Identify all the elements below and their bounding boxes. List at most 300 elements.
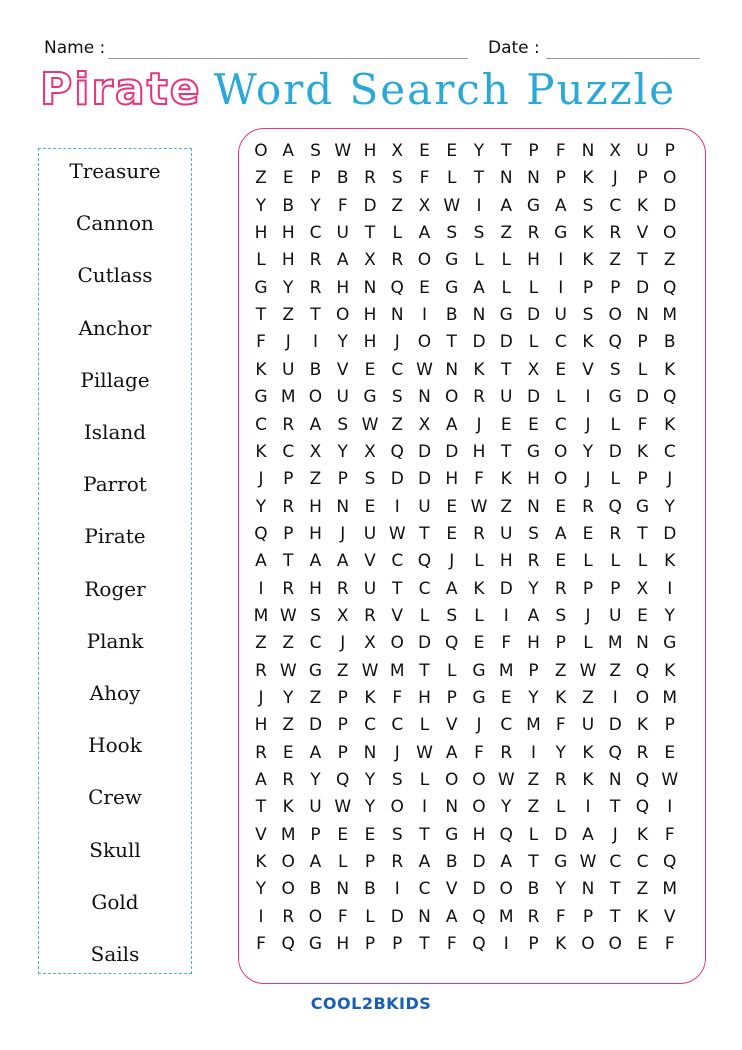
grid-letter[interactable]: J	[285, 332, 291, 353]
grid-letter[interactable]: Z	[336, 660, 349, 681]
grid-letter[interactable]: P	[637, 168, 648, 189]
grid-letter[interactable]: K	[664, 359, 676, 380]
grid-letter[interactable]: I	[258, 906, 264, 927]
grid-letter[interactable]: A	[500, 852, 513, 873]
grid-letter[interactable]: P	[337, 742, 348, 763]
grid-letter[interactable]: L	[419, 605, 430, 626]
grid-letter[interactable]: Z	[554, 660, 567, 681]
grid-letter[interactable]: K	[555, 688, 567, 708]
grid-letter[interactable]: J	[476, 715, 482, 736]
grid-letter[interactable]: P	[555, 633, 566, 654]
grid-letter[interactable]: E	[446, 496, 458, 517]
grid-letter[interactable]: Z	[500, 223, 513, 244]
grid-letter[interactable]: Y	[664, 605, 675, 626]
grid-letter[interactable]: K	[255, 852, 267, 873]
grid-letter[interactable]: F	[392, 688, 403, 708]
grid-letter[interactable]: N	[418, 906, 431, 927]
grid-letter[interactable]: Y	[283, 688, 294, 708]
grid-letter[interactable]: Q	[635, 660, 650, 681]
grid-letter[interactable]: H	[336, 277, 350, 298]
grid-letter[interactable]: R	[609, 223, 622, 244]
grid-letter[interactable]: J	[340, 633, 346, 654]
grid-letter[interactable]: E	[282, 742, 294, 763]
grid-letter[interactable]: L	[610, 551, 620, 572]
grid-letter[interactable]: J	[585, 605, 591, 626]
grid-letter[interactable]: S	[555, 605, 567, 626]
grid-letter[interactable]: Z	[282, 305, 295, 326]
grid-letter[interactable]: T	[610, 879, 621, 900]
grid-letter[interactable]: Z	[636, 879, 649, 900]
grid-letter[interactable]: K	[664, 551, 676, 572]
grid-letter[interactable]: W	[361, 660, 379, 681]
grid-letter[interactable]: A	[445, 906, 458, 927]
grid-letter[interactable]: Q	[281, 934, 295, 955]
grid-letter[interactable]: S	[391, 168, 403, 189]
grid-letter[interactable]: S	[310, 141, 321, 161]
grid-letter[interactable]: H	[363, 141, 377, 161]
grid-letter[interactable]: E	[282, 168, 294, 189]
grid-letter[interactable]: T	[501, 359, 512, 380]
grid-letter[interactable]: C	[418, 879, 431, 900]
grid-letter[interactable]: M	[280, 387, 296, 408]
grid-letter[interactable]: T	[392, 578, 403, 599]
grid-letter[interactable]: P	[528, 141, 539, 161]
grid-letter[interactable]: C	[609, 852, 622, 873]
grid-letter[interactable]: N	[636, 305, 649, 326]
grid-letter[interactable]: R	[282, 578, 295, 599]
grid-letter[interactable]: U	[500, 387, 513, 408]
grid-letter[interactable]: R	[391, 852, 404, 873]
grid-letter[interactable]: O	[281, 852, 295, 873]
grid-letter[interactable]: T	[637, 523, 648, 544]
grid-letter[interactable]: Q	[663, 852, 677, 873]
grid-letter[interactable]: S	[582, 305, 594, 326]
grid-letter[interactable]: Y	[364, 770, 376, 791]
grid-letter[interactable]: D	[608, 715, 622, 736]
grid-letter[interactable]: Z	[391, 414, 404, 435]
grid-letter[interactable]: B	[364, 879, 376, 900]
grid-letter[interactable]: K	[364, 688, 376, 708]
grid-letter[interactable]: I	[558, 250, 564, 271]
grid-letter[interactable]: E	[446, 523, 458, 544]
grid-letter[interactable]: D	[390, 906, 404, 927]
grid-letter[interactable]: T	[255, 797, 267, 818]
grid-letter[interactable]: L	[256, 250, 266, 271]
grid-letter[interactable]: W	[279, 660, 297, 681]
grid-letter[interactable]: T	[419, 523, 430, 544]
grid-letter[interactable]: K	[473, 578, 485, 599]
grid-letter[interactable]: O	[499, 879, 513, 900]
grid-letter[interactable]: L	[501, 250, 511, 271]
grid-letter[interactable]: N	[418, 387, 431, 408]
grid-letter[interactable]: L	[528, 824, 539, 845]
grid-letter[interactable]: S	[609, 359, 621, 380]
grid-letter[interactable]: O	[663, 223, 677, 244]
grid-letter[interactable]: R	[282, 906, 295, 927]
grid-letter[interactable]: N	[636, 633, 649, 654]
grid-letter[interactable]: K	[555, 934, 567, 955]
grid-letter[interactable]: Q	[663, 387, 677, 408]
grid-letter[interactable]: S	[364, 469, 376, 490]
grid-letter[interactable]: Y	[255, 195, 267, 216]
grid-letter[interactable]: P	[664, 715, 675, 736]
grid-letter[interactable]: Y	[555, 879, 566, 900]
grid-letter[interactable]: W	[470, 496, 488, 517]
grid-letter[interactable]: X	[364, 250, 376, 271]
grid-letter[interactable]: D	[390, 469, 404, 490]
grid-letter[interactable]: H	[363, 305, 377, 326]
grid-letter[interactable]: D	[472, 879, 486, 900]
grid-letter[interactable]: W	[334, 797, 352, 818]
grid-letter[interactable]: D	[635, 387, 650, 408]
grid-letter[interactable]: O	[554, 469, 568, 490]
grid-letter[interactable]: Z	[609, 250, 622, 271]
grid-letter[interactable]: Y	[337, 441, 348, 462]
grid-letter[interactable]: K	[636, 441, 649, 462]
grid-letter[interactable]: T	[637, 250, 648, 271]
grid-letter[interactable]: J	[258, 469, 264, 490]
grid-letter[interactable]: C	[609, 195, 622, 216]
grid-letter[interactable]: G	[526, 441, 541, 462]
grid-letter[interactable]: G	[445, 277, 459, 298]
grid-letter[interactable]: K	[582, 332, 594, 353]
grid-letter[interactable]: O	[472, 797, 486, 818]
grid-letter[interactable]: K	[582, 168, 594, 189]
grid-letter[interactable]: S	[391, 770, 403, 791]
grid-letter[interactable]: A	[554, 195, 567, 216]
grid-letter[interactable]: E	[364, 359, 376, 380]
grid-letter[interactable]: W	[279, 605, 297, 626]
grid-letter[interactable]: U	[418, 496, 431, 517]
grid-letter[interactable]: S	[446, 605, 458, 626]
grid-letter[interactable]: E	[419, 277, 430, 298]
grid-letter[interactable]: S	[391, 824, 403, 845]
grid-letter[interactable]: L	[556, 387, 566, 408]
grid-letter[interactable]: E	[582, 523, 594, 544]
grid-letter[interactable]: F	[474, 469, 484, 490]
grid-letter[interactable]: J	[258, 688, 264, 708]
grid-letter[interactable]: D	[417, 441, 432, 462]
grid-letter[interactable]: P	[610, 578, 621, 599]
grid-letter[interactable]: Y	[501, 797, 512, 818]
grid-letter[interactable]: H	[254, 715, 268, 736]
grid-letter[interactable]: G	[308, 934, 323, 955]
grid-letter[interactable]: P	[528, 934, 539, 955]
grid-letter[interactable]: R	[364, 168, 376, 189]
grid-letter[interactable]: L	[610, 414, 620, 435]
grid-letter[interactable]: V	[445, 715, 458, 736]
grid-letter[interactable]: G	[308, 660, 323, 681]
grid-letter[interactable]: L	[419, 770, 430, 791]
grid-letter[interactable]: F	[555, 715, 566, 736]
grid-letter[interactable]: L	[447, 660, 457, 681]
grid-letter[interactable]: A	[309, 742, 322, 763]
grid-letter[interactable]: A	[309, 551, 322, 572]
grid-letter[interactable]: R	[473, 387, 485, 408]
grid-letter[interactable]: D	[663, 523, 677, 544]
grid-letter[interactable]: O	[635, 688, 650, 708]
grid-letter[interactable]: P	[364, 934, 376, 955]
grid-letter[interactable]: C	[391, 715, 404, 736]
grid-letter[interactable]: V	[636, 223, 649, 244]
grid-letter[interactable]: X	[636, 578, 649, 599]
grid-letter[interactable]: G	[635, 496, 650, 517]
grid-letter[interactable]: E	[473, 633, 485, 654]
grid-letter[interactable]: L	[610, 469, 620, 490]
grid-letter[interactable]: P	[610, 277, 621, 298]
grid-letter[interactable]: V	[336, 359, 349, 380]
grid-letter[interactable]: K	[282, 797, 294, 818]
grid-letter[interactable]: A	[309, 852, 322, 873]
grid-letter[interactable]: K	[582, 742, 594, 763]
grid-letter[interactable]: F	[256, 332, 266, 353]
grid-letter[interactable]: J	[585, 414, 591, 435]
grid-letter[interactable]: G	[472, 688, 486, 708]
grid-letter[interactable]: G	[445, 250, 459, 271]
grid-letter[interactable]: A	[473, 277, 485, 298]
grid-letter[interactable]: G	[363, 387, 377, 408]
grid-letter[interactable]: O	[608, 934, 622, 955]
grid-letter[interactable]: E	[337, 824, 349, 845]
grid-letter[interactable]: M	[662, 879, 678, 900]
grid-letter[interactable]: Y	[255, 879, 267, 900]
grid-letter[interactable]: R	[282, 770, 295, 791]
grid-letter[interactable]: A	[282, 141, 295, 161]
grid-letter[interactable]: U	[581, 715, 595, 736]
grid-letter[interactable]: X	[364, 441, 376, 462]
grid-letter[interactable]: R	[500, 742, 513, 763]
grid-letter[interactable]: D	[445, 441, 459, 462]
grid-letter[interactable]: C	[364, 715, 376, 736]
grid-letter[interactable]: H	[418, 688, 431, 708]
grid-letter[interactable]: Z	[663, 250, 676, 271]
grid-letter[interactable]: U	[554, 305, 567, 326]
grid-letter[interactable]: K	[636, 906, 649, 927]
grid-letter[interactable]: D	[554, 824, 568, 845]
grid-letter[interactable]: I	[394, 496, 400, 517]
grid-letter[interactable]: R	[582, 496, 594, 517]
grid-letter[interactable]: Q	[445, 633, 459, 654]
grid-letter[interactable]: Y	[528, 688, 539, 708]
grid-letter[interactable]: P	[283, 469, 294, 490]
grid-letter[interactable]: O	[663, 168, 677, 189]
grid-letter[interactable]: R	[336, 578, 349, 599]
grid-letter[interactable]: W	[579, 660, 597, 681]
grid-letter[interactable]: K	[255, 441, 267, 462]
grid-letter[interactable]: S	[310, 605, 321, 626]
grid-letter[interactable]: V	[582, 359, 594, 380]
grid-letter[interactable]: U	[309, 797, 322, 818]
grid-letter[interactable]: N	[581, 141, 595, 161]
grid-letter[interactable]: I	[503, 934, 509, 955]
grid-letter[interactable]: J	[667, 469, 673, 490]
grid-letter[interactable]: B	[336, 168, 349, 189]
grid-letter[interactable]: C	[554, 414, 567, 435]
grid-letter[interactable]: O	[608, 305, 622, 326]
grid-letter[interactable]: L	[501, 277, 511, 298]
grid-letter[interactable]: N	[527, 168, 540, 189]
grid-letter[interactable]: S	[391, 387, 403, 408]
grid-letter[interactable]: J	[340, 523, 346, 544]
grid-letter[interactable]: H	[527, 250, 540, 271]
grid-letter[interactable]: M	[389, 660, 405, 681]
grid-letter[interactable]: B	[445, 305, 458, 326]
grid-letter[interactable]: B	[445, 852, 458, 873]
grid-letter[interactable]: Q	[608, 742, 622, 763]
grid-letter[interactable]: G	[526, 195, 541, 216]
grid-letter[interactable]: J	[394, 332, 400, 353]
grid-letter[interactable]: H	[281, 223, 295, 244]
grid-letter[interactable]: M	[253, 605, 269, 626]
grid-letter[interactable]: D	[499, 578, 513, 599]
grid-letter[interactable]: Q	[472, 934, 486, 955]
grid-letter[interactable]: O	[417, 250, 432, 271]
grid-letter[interactable]: R	[609, 523, 622, 544]
grid-letter[interactable]: D	[308, 715, 323, 736]
grid-letter[interactable]: H	[254, 223, 268, 244]
grid-letter[interactable]: I	[476, 195, 482, 216]
grid-letter[interactable]: V	[255, 824, 267, 845]
grid-letter[interactable]: R	[554, 578, 567, 599]
grid-letter[interactable]: D	[363, 195, 377, 216]
grid-letter[interactable]: U	[363, 578, 377, 599]
grid-letter[interactable]: M	[662, 688, 678, 708]
grid-letter[interactable]: O	[390, 797, 404, 818]
grid-letter[interactable]: C	[309, 633, 322, 654]
grid-letter[interactable]: X	[364, 633, 376, 654]
grid-letter[interactable]: F	[337, 195, 348, 216]
grid-letter[interactable]: A	[500, 195, 513, 216]
grid-letter[interactable]: Z	[582, 688, 594, 708]
grid-letter[interactable]: R	[255, 742, 267, 763]
grid-letter[interactable]: A	[445, 578, 458, 599]
grid-letter[interactable]: I	[258, 578, 264, 599]
grid-letter[interactable]: K	[636, 715, 649, 736]
grid-letter[interactable]: G	[663, 633, 677, 654]
grid-letter[interactable]: C	[391, 551, 404, 572]
grid-letter[interactable]: L	[474, 250, 484, 271]
grid-letter[interactable]: R	[309, 250, 322, 271]
grid-letter[interactable]: P	[337, 715, 348, 736]
grid-letter[interactable]: L	[365, 906, 375, 927]
grid-letter[interactable]: C	[636, 852, 649, 873]
grid-letter[interactable]: Y	[283, 277, 294, 298]
grid-letter[interactable]: C	[391, 359, 404, 380]
grid-letter[interactable]: J	[449, 551, 455, 572]
grid-letter[interactable]: F	[446, 934, 457, 955]
grid-letter[interactable]: T	[610, 906, 621, 927]
grid-letter[interactable]: Y	[255, 496, 267, 517]
grid-letter[interactable]: Z	[391, 195, 404, 216]
grid-letter[interactable]: R	[527, 223, 540, 244]
grid-letter[interactable]: T	[610, 797, 621, 818]
grid-letter[interactable]: M	[498, 660, 514, 681]
grid-letter[interactable]: Z	[282, 633, 295, 654]
grid-letter[interactable]: D	[499, 332, 513, 353]
grid-letter[interactable]: D	[526, 387, 541, 408]
grid-letter[interactable]: G	[608, 387, 622, 408]
grid-letter[interactable]: T	[501, 441, 512, 462]
grid-letter[interactable]: P	[528, 660, 539, 681]
grid-letter[interactable]: N	[608, 770, 622, 791]
grid-letter[interactable]: P	[337, 469, 348, 490]
grid-letter[interactable]: K	[500, 469, 512, 490]
grid-letter[interactable]: Q	[390, 441, 404, 462]
grid-letter[interactable]: G	[472, 660, 486, 681]
grid-letter[interactable]: Q	[635, 797, 650, 818]
grid-letter[interactable]: L	[528, 277, 539, 298]
grid-letter[interactable]: S	[446, 223, 458, 244]
grid-letter[interactable]: X	[336, 605, 349, 626]
grid-letter[interactable]: T	[419, 824, 430, 845]
grid-letter[interactable]: U	[336, 223, 349, 244]
grid-letter[interactable]: C	[663, 441, 676, 462]
grid-letter[interactable]: Q	[608, 496, 622, 517]
grid-letter[interactable]: O	[254, 141, 268, 161]
grid-letter[interactable]: K	[582, 770, 594, 791]
grid-letter[interactable]: T	[528, 852, 539, 873]
grid-letter[interactable]: H	[309, 523, 322, 544]
grid-letter[interactable]: M	[662, 305, 678, 326]
grid-letter[interactable]: R	[527, 906, 540, 927]
grid-letter[interactable]: X	[527, 359, 540, 380]
grid-letter[interactable]: C	[309, 223, 322, 244]
grid-letter[interactable]: M	[526, 715, 541, 736]
grid-letter[interactable]: S	[582, 195, 594, 216]
grid-letter[interactable]: F	[474, 742, 484, 763]
grid-letter[interactable]: A	[255, 770, 267, 791]
grid-letter[interactable]: J	[394, 742, 400, 763]
grid-letter[interactable]: I	[585, 797, 591, 818]
grid-letter[interactable]: K	[664, 660, 676, 681]
grid-letter[interactable]: P	[637, 469, 648, 490]
grid-letter[interactable]: H	[363, 332, 377, 353]
grid-letter[interactable]: Q	[254, 523, 268, 544]
grid-letter[interactable]: R	[636, 742, 649, 763]
grid-letter[interactable]: W	[334, 141, 352, 161]
grid-letter[interactable]: D	[608, 441, 622, 462]
grid-letter[interactable]: X	[309, 441, 322, 462]
grid-letter[interactable]: J	[612, 168, 618, 189]
grid-letter[interactable]: V	[364, 551, 376, 572]
grid-letter[interactable]: H	[445, 469, 459, 490]
grid-letter[interactable]: L	[447, 168, 457, 189]
grid-letter[interactable]: Z	[500, 496, 513, 517]
grid-letter[interactable]: I	[585, 387, 591, 408]
grid-letter[interactable]: E	[664, 742, 676, 763]
grid-letter[interactable]: N	[363, 742, 377, 763]
grid-letter[interactable]: D	[663, 195, 677, 216]
grid-letter[interactable]: O	[281, 879, 295, 900]
grid-letter[interactable]: P	[637, 332, 648, 353]
grid-letter[interactable]: R	[282, 496, 295, 517]
grid-letter[interactable]: A	[554, 523, 567, 544]
grid-letter[interactable]: G	[254, 277, 268, 298]
grid-letter[interactable]: K	[664, 414, 676, 435]
grid-letter[interactable]: A	[418, 852, 431, 873]
grid-letter[interactable]: H	[472, 441, 486, 462]
grid-letter[interactable]: D	[526, 305, 541, 326]
grid-letter[interactable]: P	[310, 168, 321, 189]
grid-letter[interactable]: N	[363, 277, 377, 298]
grid-letter[interactable]: I	[421, 797, 427, 818]
grid-letter[interactable]: K	[636, 195, 649, 216]
grid-letter[interactable]: Q	[472, 906, 486, 927]
grid-letter[interactable]: Z	[309, 469, 322, 490]
grid-letter[interactable]: L	[474, 551, 484, 572]
grid-letter[interactable]: X	[391, 141, 404, 161]
grid-letter[interactable]: C	[418, 578, 431, 599]
